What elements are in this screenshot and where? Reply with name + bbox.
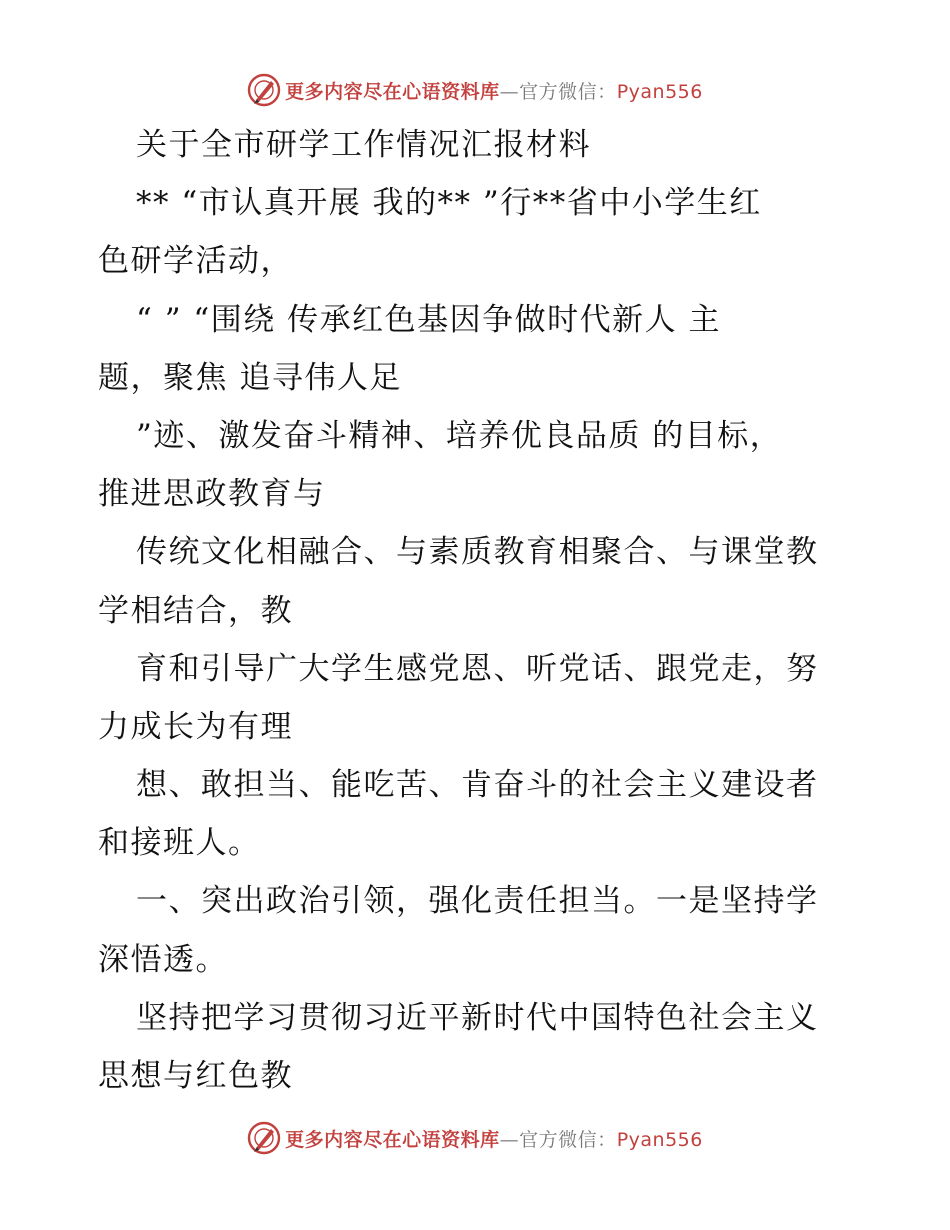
text-line: 坚持把学习贯彻习近平新时代中国特色社会主义 [136,999,819,1036]
banner-text [285,77,703,104]
document-title: 关于全市研学工作情况汇报材料 [136,127,591,163]
text-line: 题，聚焦 追寻伟人足 [98,359,402,396]
section-heading-line: 一、突出政治引领，强化责任担当。一是坚持学 [136,883,819,920]
text-line: 传统文化相融合、与素质教育相聚合、与课堂教 [136,534,819,571]
text-line: 和接班人。 [98,825,261,862]
banner-lead-text: 更多内容尽在心语资料库 [285,1128,500,1151]
text-line: “ ” “围绕 传承红色基因争做时代新人 主 [136,301,721,338]
pen-nib-logo-icon [247,1121,281,1155]
footer-banner [0,1118,950,1158]
text-line: 深悟透。 [98,941,228,978]
banner-dash: — [499,80,520,103]
text-line: 思想与红色教 [98,1058,293,1094]
banner-wechat-label: 官方微信： [519,1128,617,1151]
banner-dash: — [499,1128,520,1151]
document-body [98,116,858,1105]
text-line: 学相结合，教 [98,592,293,629]
banner-wechat-label: 官方微信： [519,80,617,103]
banner-lead-text: 更多内容尽在心语资料库 [285,80,500,103]
banner-wechat-id: Pyan556 [616,1128,703,1151]
text-line: ”迹、激发奋斗精神、培养优良品质 的目标， [136,417,783,454]
banner-text [285,1125,703,1152]
pen-nib-logo-icon [247,73,281,107]
header-banner [0,70,950,110]
text-line: ** “市认真开展 我的** ”行**省中小学生红 [136,185,762,222]
text-line: 推进思政教育与 [98,476,326,513]
text-line: 想、敢担当、能吃苦、肯奋斗的社会主义建设者 [136,767,819,804]
text-line: 力成长为有理 [98,708,293,745]
banner-wechat-id: Pyan556 [616,80,703,103]
text-line: 育和引导广大学生感党恩、听党话、跟党走，努 [136,650,819,687]
text-line: 色研学活动， [98,243,293,280]
